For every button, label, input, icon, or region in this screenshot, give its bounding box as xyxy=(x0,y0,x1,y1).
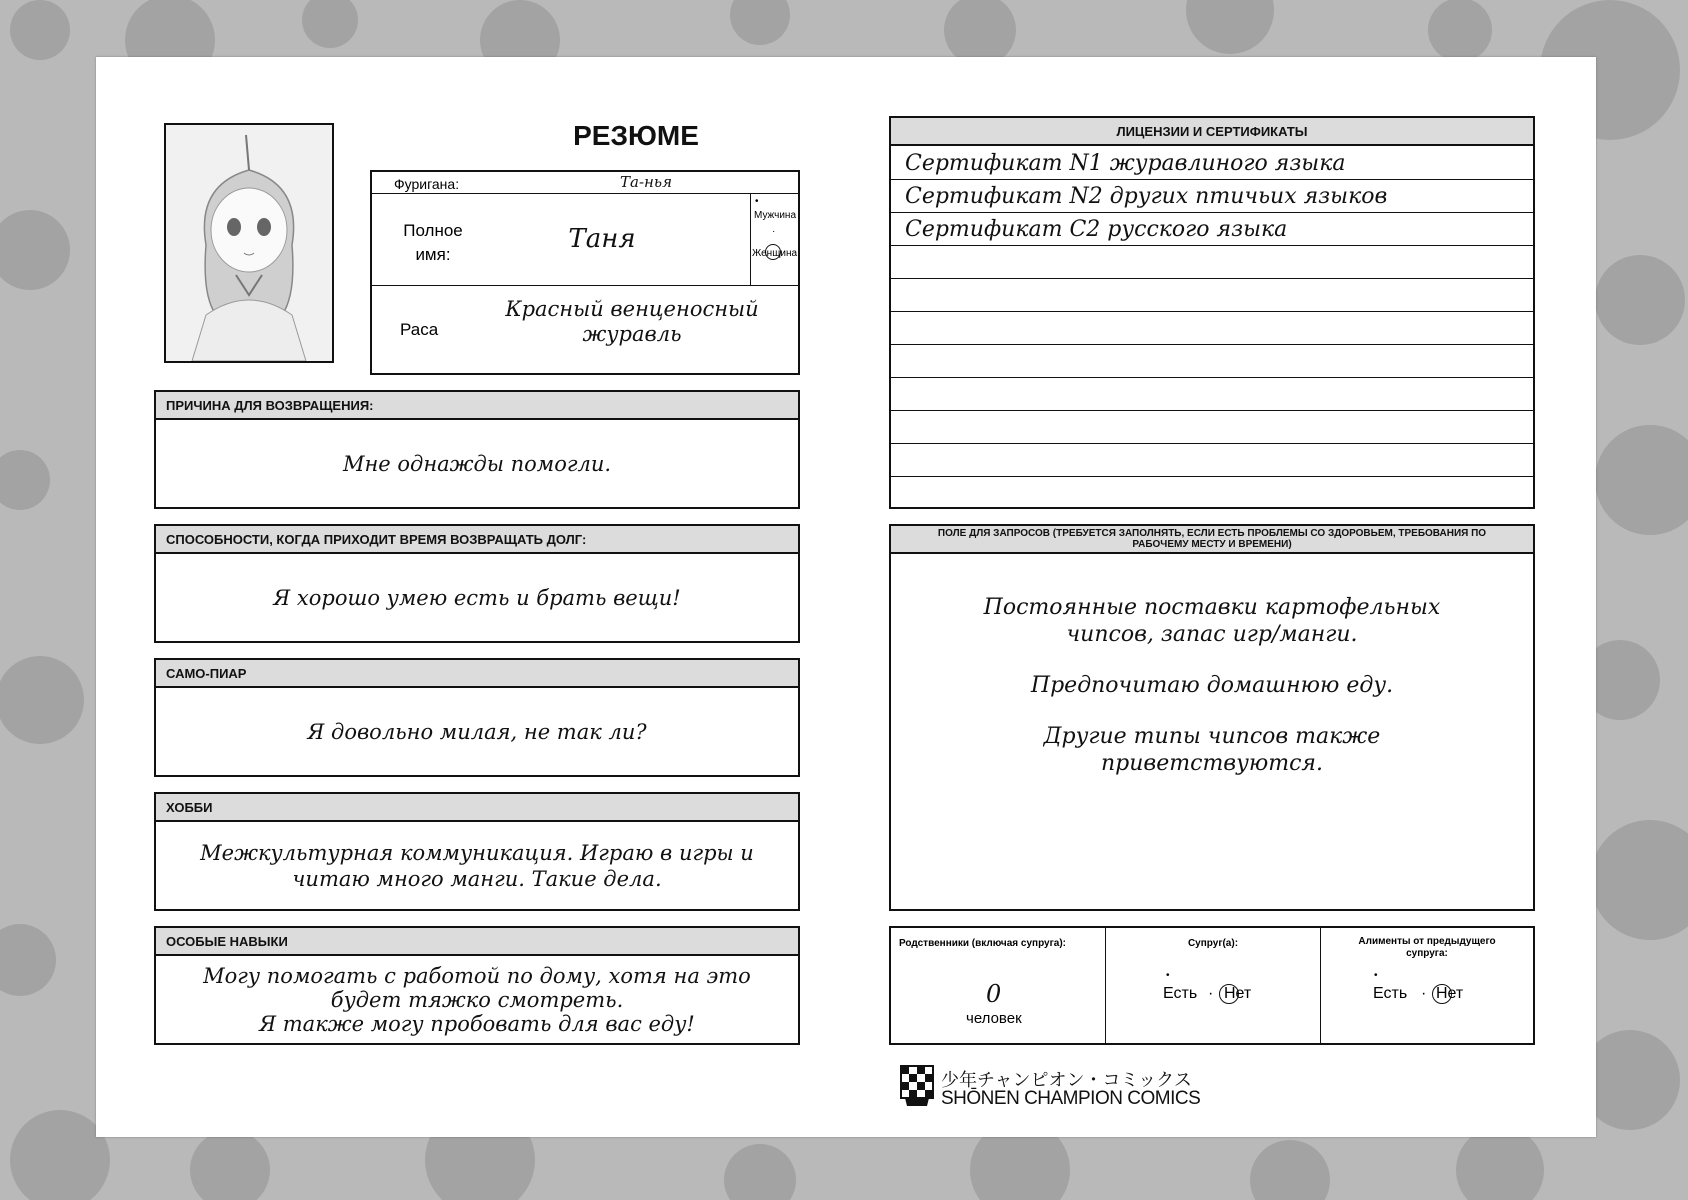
bullet-dot: • xyxy=(755,196,759,207)
page-title: РЕЗЮМЕ xyxy=(573,120,699,151)
skills-section xyxy=(154,926,800,1045)
self-pr-label: САМО-ПИАР xyxy=(156,660,798,688)
abilities-label: СПОСОБНОСТИ, КОГДА ПРИХОДИТ ВРЕМЯ ВОЗВРАЩАТЬ ДОЛГ: xyxy=(156,526,798,554)
gender-male: Мужчина xyxy=(754,210,797,221)
publisher-logo xyxy=(899,1064,1199,1114)
reason-value: Мне однажды помогли. xyxy=(342,451,612,476)
furigana-row xyxy=(372,172,798,194)
abilities-value: Я хорошо умею есть и брать вещи! xyxy=(273,585,681,610)
furigana-value: Та-нья xyxy=(620,173,672,191)
fullname-value: Таня xyxy=(568,224,636,254)
relatives-value: 0 xyxy=(986,980,1002,1008)
license-line xyxy=(891,212,1533,213)
relatives-cell xyxy=(891,928,1106,1043)
spouse-cell xyxy=(1106,928,1321,1043)
race-value-line-1: Красный венценосный xyxy=(505,297,759,321)
hobby-line-1: Межкультурная коммуникация. Играю в игры и xyxy=(200,840,754,865)
bullet-dot: • xyxy=(1374,970,1378,981)
reason-label: ПРИЧИНА ДЛЯ ВОЗВРАЩЕНИЯ: xyxy=(156,392,798,420)
license-line xyxy=(891,179,1533,180)
requests-label xyxy=(891,526,1533,554)
license-item: Сертификат N2 других птичьих языков xyxy=(905,184,1388,209)
requests-label-line-1: ПОЛЕ ДЛЯ ЗАПРОСОВ (ТРЕБУЕТСЯ ЗАПОЛНЯТЬ, ЕСЛИ ЕСТЬ ПРОБЛЕМЫ СО ЗДОРОВЬЕМ, ТРЕБОВАНИЯ ПО xyxy=(937,528,1487,539)
relatives-unit: человек xyxy=(966,1010,1022,1027)
race-row xyxy=(372,285,798,286)
abilities-section xyxy=(154,524,800,643)
spouse-label: Супруг(а): xyxy=(1187,938,1239,949)
requests-p1-line-2: чипсов, запас игр/манги. xyxy=(1066,622,1358,647)
license-line xyxy=(891,410,1533,411)
alimony-yes: Есть xyxy=(1373,985,1408,1002)
license-item: Сертификат N1 журавлиного языка xyxy=(905,151,1346,176)
license-line xyxy=(891,344,1533,345)
skills-value xyxy=(156,956,798,1043)
portrait-photo xyxy=(164,123,334,363)
alimony-label xyxy=(1321,936,1533,960)
license-line xyxy=(891,311,1533,312)
checkered-flag-icon xyxy=(899,1064,935,1108)
license-line xyxy=(891,443,1533,444)
license-item: Сертификат C2 русского языка xyxy=(905,217,1288,242)
hobby-value xyxy=(156,822,798,909)
relatives-label: Родственники (включая супруга): xyxy=(899,938,1066,949)
portrait-illustration xyxy=(166,125,332,361)
bullet-dot: • xyxy=(1166,970,1170,981)
furigana-label: Фуригана: xyxy=(394,176,460,192)
self-pr-value: Я довольно милая, не так ли? xyxy=(307,719,647,744)
requests-p3-line-1: Другие типы чипсов также xyxy=(1043,724,1381,749)
reason-section xyxy=(154,390,800,509)
separator-dot: · xyxy=(772,226,776,237)
requests-value xyxy=(891,594,1533,777)
alimony-cell xyxy=(1321,928,1533,1043)
fullname-label-line-1: Полное xyxy=(403,221,463,240)
separator-dot: · xyxy=(1421,985,1427,1002)
licenses-label: ЛИЦЕНЗИИ И СЕРТИФИКАТЫ xyxy=(891,118,1533,146)
requests-p2: Предпочитаю домашнюю еду. xyxy=(1030,673,1394,698)
race-value xyxy=(472,297,792,347)
fullname-label-line-2: имя: xyxy=(415,245,451,264)
alimony-no: Нет xyxy=(1436,985,1464,1002)
family-section xyxy=(889,926,1535,1045)
hobby-line-2: читаю много манги. Такие дела. xyxy=(292,866,662,891)
skills-line-3: Я также могу пробовать для вас еду! xyxy=(259,1011,695,1036)
license-line xyxy=(891,278,1533,279)
race-label: Раса xyxy=(400,320,439,339)
gender-column xyxy=(750,194,798,285)
separator-dot: · xyxy=(1208,985,1214,1002)
logo-jp: 少年チャンピオン・コミックス xyxy=(941,1070,1192,1090)
skills-line-2: будет тяжко смотреть. xyxy=(330,987,624,1012)
requests-p1-line-1: Постоянные поставки картофельных xyxy=(983,595,1441,620)
alimony-label-line-2: супруга: xyxy=(1406,948,1448,959)
resume-sheet xyxy=(96,57,1596,1137)
alimony-label-line-1: Алименты от предыдущего xyxy=(1358,936,1496,947)
spouse-no: Нет xyxy=(1224,985,1252,1002)
spacer xyxy=(891,648,1533,672)
self-pr-section xyxy=(154,658,800,777)
requests-p3-line-2: приветствуются. xyxy=(1101,751,1323,776)
hobby-label: ХОББИ xyxy=(156,794,798,822)
race-value-line-2: журавль xyxy=(582,322,682,346)
hobby-section xyxy=(154,792,800,911)
requests-label-line-2: РАБОЧЕМУ МЕСТУ И ВРЕМЕНИ) xyxy=(1132,539,1292,550)
fullname-label xyxy=(398,219,468,267)
license-line xyxy=(891,377,1533,378)
logo-en: SHŌNEN CHAMPION COMICS xyxy=(941,1088,1201,1109)
gender-female: Женщина xyxy=(752,248,798,259)
licenses-section xyxy=(889,116,1535,509)
name-box xyxy=(370,170,800,375)
skills-label: ОСОБЫЕ НАВЫКИ xyxy=(156,928,798,956)
spouse-yes: Есть xyxy=(1163,985,1198,1002)
skills-line-1: Могу помогать с работой по дому, хотя на это xyxy=(203,963,751,988)
spacer xyxy=(891,699,1533,723)
license-line xyxy=(891,245,1533,246)
license-line xyxy=(891,476,1533,477)
requests-section xyxy=(889,524,1535,911)
